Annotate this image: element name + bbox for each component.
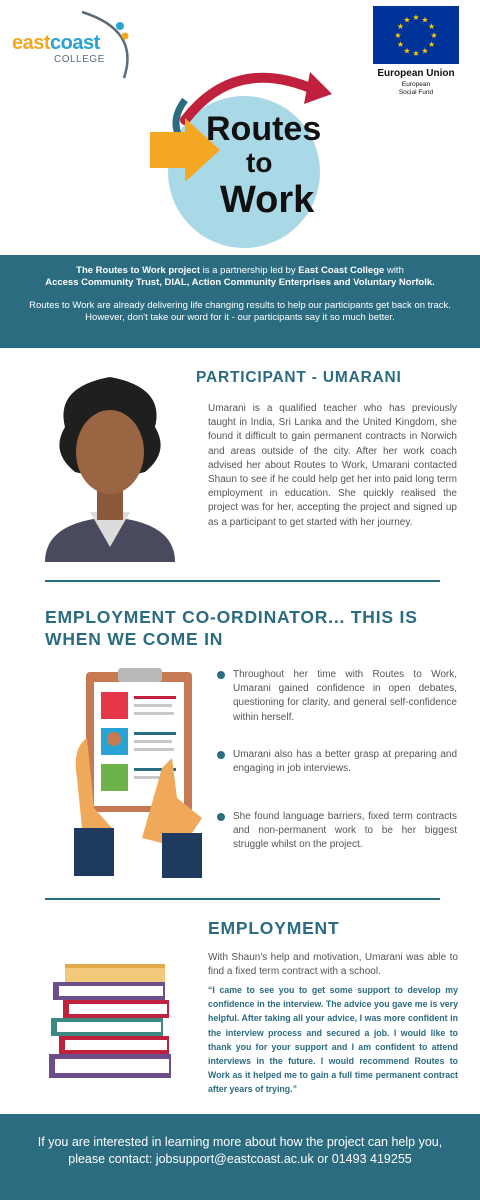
list-item: Umarani also has a better grasp at preparing and engaging in job interviews. xyxy=(217,748,457,782)
eu-star-icon: ★ xyxy=(428,22,436,31)
intro-banner xyxy=(0,255,480,348)
intro-paragraph: The Routes to Work project is a partnership led by East Coast College with Access Community Trust, DIAL, Action Community Enterprises and Voluntary Norfolk. xyxy=(45,265,435,288)
eu-star-icon: ★ xyxy=(403,46,411,56)
section-divider xyxy=(45,580,440,582)
eu-star-icon: ★ xyxy=(396,40,404,49)
eu-star-icon: ★ xyxy=(396,22,404,31)
eu-flag-icon xyxy=(373,6,459,64)
eu-subtitle: European Social Fund xyxy=(398,81,434,96)
clipboard-illustration-icon xyxy=(72,668,207,878)
bullet-dot-icon xyxy=(217,751,225,759)
header xyxy=(0,0,480,255)
participant-title: PARTICIPANT - UMARANI xyxy=(196,369,402,386)
eu-star-icon: ★ xyxy=(412,49,420,58)
logo-wordmark: eastcoast xyxy=(12,32,100,54)
list-item: Throughout her time with Routes to Work, Umarani gained confidence in open debates, questioning for clarity, and general self-confidence within herself. xyxy=(217,668,457,726)
intro-results-text: Routes to Work are already delivering life changing results to help our participants get back on track. However, don't take our word for it - our participants say it so much better. xyxy=(29,300,451,323)
employment-text: With Shaun's help and motivation, Umarani was able to find a fixed term contract with a school. xyxy=(208,952,458,978)
east-coast-college-logo xyxy=(12,10,142,80)
footer-contact-line: please contact: jobsupport@eastcoast.ac.uk or 01493 419255 xyxy=(68,1152,412,1166)
participant-avatar-icon xyxy=(35,372,185,562)
books-stack-icon xyxy=(45,962,185,1082)
participant-quote: “I came to see you to get some support to develop my confidence in the interview. The advice you gave me is very helpful. After taking all your advice, I was more confident in the interview process and secured a job. I would like to thank you for your support and I am confident to attend interviews in the future. I would recommend Routes to Work as it helped me to gain a full time permanent contract after years of trying.” xyxy=(208,985,458,1095)
eu-star-icon: ★ xyxy=(421,15,429,25)
list-item: She found language barriers, fixed term contracts and non-permanent work to be her biggest struggle whilst on the project. xyxy=(217,810,457,853)
routes-to-work-logo xyxy=(140,60,340,250)
eu-star-icon: ★ xyxy=(428,40,436,49)
eu-star-icon: ★ xyxy=(412,13,420,22)
contact-footer xyxy=(0,1114,480,1200)
section-divider xyxy=(45,898,440,900)
eu-star-icon: ★ xyxy=(421,46,429,56)
svg-text:Work: Work xyxy=(220,179,315,221)
svg-text:Routes: Routes xyxy=(206,110,322,148)
eu-star-icon: ★ xyxy=(403,15,411,25)
bullet-dot-icon xyxy=(217,813,225,821)
employment-title: EMPLOYMENT xyxy=(208,918,340,938)
eu-logo xyxy=(370,6,462,98)
coordinator-bullet-list xyxy=(217,668,457,853)
logo-subtitle: COLLEGE xyxy=(54,54,105,65)
bullet-dot-icon xyxy=(217,671,225,679)
eu-title: European Union xyxy=(377,68,455,79)
eu-star-icon: ★ xyxy=(394,31,402,40)
svg-text:to: to xyxy=(246,147,273,178)
eu-star-icon: ★ xyxy=(430,31,438,40)
coordinator-title: EMPLOYMENT CO-ORDINATOR... THIS IS WHEN WE COME IN xyxy=(45,607,418,649)
footer-line-1: If you are interested in learning more about how the project can help you, xyxy=(37,1135,443,1149)
participant-text: Umarani is a qualified teacher who has previously taught in India, Sri Lanka and the United Kingdom, she found it difficult to gain permanent contracts in Norwich and areas outside of the city. After her work coach advised her about Routes to Work, Umarani contacted Shaun to see if he could help get her into paid long term employment in education. She quickly realised the project was for her, accepting the project and signed up as a participant to get started with her journey. xyxy=(208,403,457,528)
